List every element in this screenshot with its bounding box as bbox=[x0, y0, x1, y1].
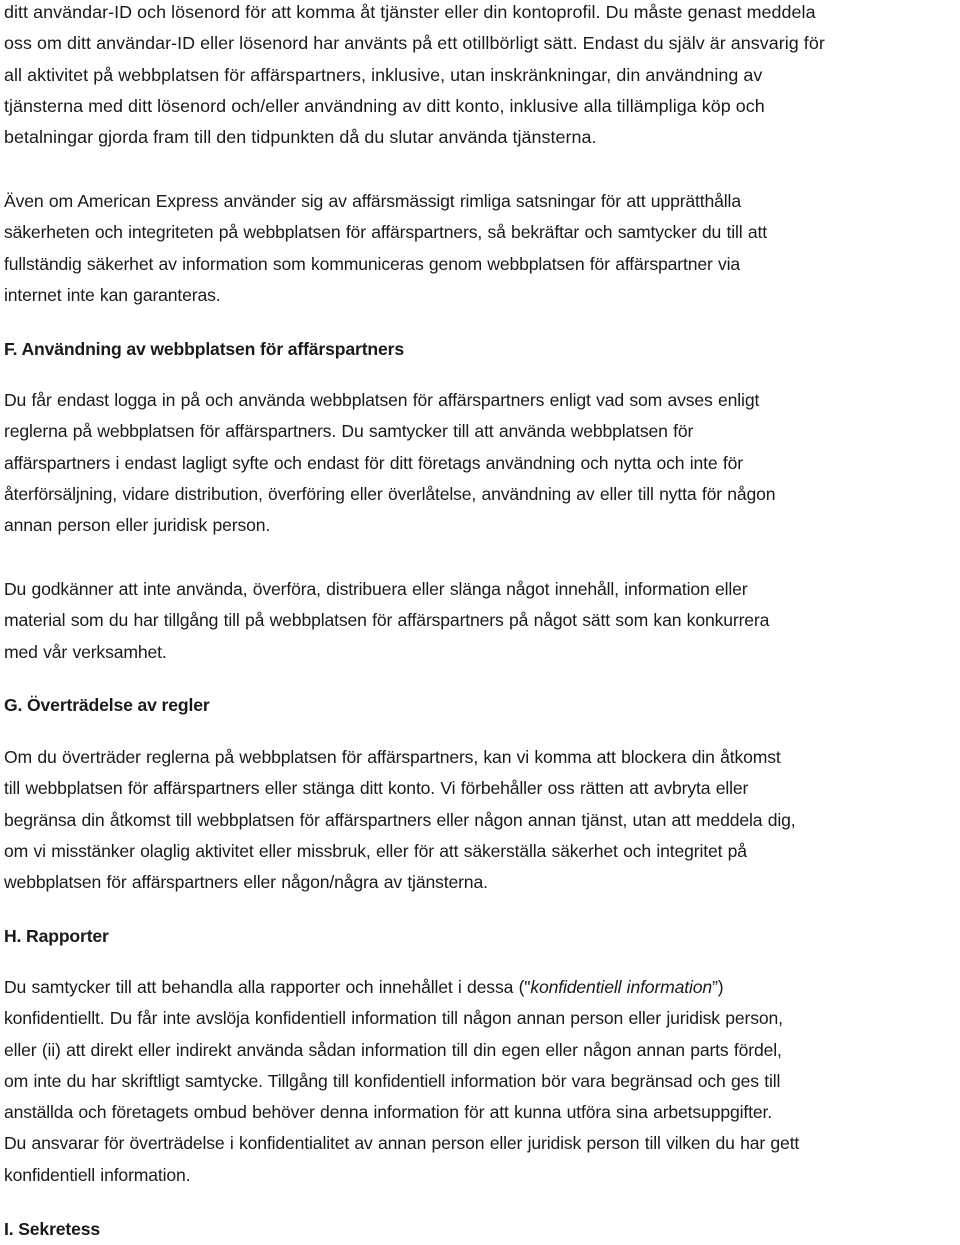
text-line: säkerheten och integriteten på webbplatsen för affärspartners, så bekräftar och samtycker du till att bbox=[4, 222, 767, 243]
text-line: annan person eller juridisk person. bbox=[4, 515, 271, 536]
text-line: begränsa din åtkomst till webbplatsen för affärspartners eller någon annan tjänst, utan att meddela dig, bbox=[4, 809, 796, 830]
text-line: Du ansvarar för överträdelse i konfidentialitet av annan person eller juridisk person till vilken du har gett bbox=[4, 1133, 800, 1154]
text-segment: ”) bbox=[712, 977, 724, 997]
text-line: betalningar gjorda fram till den tidpunkten då du slutar använda tjänsterna. bbox=[4, 127, 597, 148]
paragraph-content-usage bbox=[4, 574, 769, 668]
text-line: internet inte kan garanteras. bbox=[4, 284, 221, 305]
text-line: återförsäljning, vidare distribution, överföring eller överlåtelse, användning av eller till nytta för någon bbox=[4, 483, 776, 504]
text-line: Även om American Express använder sig av affärsmässigt rimliga satsningar för att upprätthålla bbox=[4, 191, 741, 211]
paragraph-rule-violation bbox=[4, 742, 796, 898]
text-line: till webbplatsen för affärspartners eller stänga ditt konto. Vi förbehåller oss rätten att avbryta eller bbox=[4, 778, 749, 799]
defined-term: konfidentiell information bbox=[530, 977, 713, 997]
text-line: Du godkänner att inte använda, överföra, distribuera eller slänga något innehåll, information eller bbox=[4, 579, 748, 599]
section-heading-h: H. Rapporter bbox=[4, 926, 109, 946]
paragraph-account-responsibility bbox=[4, 0, 825, 153]
text-line: ditt användar-ID och lösenord för att komma åt tjänster eller din kontoprofil. Du måste genast meddela bbox=[4, 2, 816, 22]
text-line: Du får endast logga in på och använda webbplatsen för affärspartners enligt vad som avses enligt bbox=[4, 390, 760, 410]
section-heading-i: I. Sekretess bbox=[4, 1219, 101, 1239]
text-line: tjänsterna med ditt lösenord och/eller användning av ditt konto, inklusive alla tillämpliga köp och bbox=[4, 95, 765, 116]
text-line: material som du har tillgång till på webbplatsen för affärspartners på något sätt som kan konkurrera bbox=[4, 610, 770, 631]
text-line: om inte du har skriftligt samtycke. Tillgång till konfidentiell information bör vara begränsad och ges till bbox=[4, 1070, 781, 1091]
text-line: Om du överträder reglerna på webbplatsen för affärspartners, kan vi komma att blockera din åtkomst bbox=[4, 747, 781, 767]
text-line: om vi misstänker olaglig aktivitet eller missbruk, eller för att säkerställa säkerhet och integritet på bbox=[4, 840, 747, 861]
text-line: all aktivitet på webbplatsen för affärspartners, inklusive, utan inskränkningar, din användning av bbox=[4, 64, 763, 85]
text-line: med vår verksamhet. bbox=[4, 641, 167, 662]
text-line bbox=[4, 972, 799, 1003]
text-line: konfidentiellt. Du får inte avslöja konfidentiell information till någon annan person eller juridisk person, bbox=[4, 1008, 783, 1029]
section-heading-g: G. Överträdelse av regler bbox=[4, 695, 210, 715]
text-line: reglerna på webbplatsen för affärspartners. Du samtycker till att använda webbplatsen för bbox=[4, 421, 694, 442]
section-heading-f: F. Användning av webbplatsen för affärspartners bbox=[4, 339, 404, 359]
paragraph-security-disclaimer bbox=[4, 186, 767, 311]
text-segment: Du samtycker till att behandla alla rapporter och innehållet i dessa (" bbox=[4, 977, 531, 997]
text-line: eller (ii) att direkt eller indirekt använda sådan information till din egen eller någon annan parts fördel, bbox=[4, 1039, 782, 1060]
text-line: affärspartners i endast lagligt syfte och endast för ditt företags användning och nytta och inte för bbox=[4, 452, 743, 473]
paragraph-usage-rules bbox=[4, 385, 775, 541]
paragraph-reports-confidentiality bbox=[4, 972, 799, 1191]
text-line: konfidentiell information. bbox=[4, 1164, 191, 1185]
text-line: oss om ditt användar-ID eller lösenord har använts på ett otillbörligt sätt. Endast du själv är ansvarig för bbox=[4, 33, 825, 54]
text-line: webbplatsen för affärspartners eller någon/några av tjänsterna. bbox=[4, 872, 488, 893]
text-line: anställda och företagets ombud behöver denna information för att kunna utföra sina arbetsuppgifter. bbox=[4, 1102, 772, 1123]
text-line: fullständig säkerhet av information som kommuniceras genom webbplatsen för affärspartner via bbox=[4, 253, 741, 274]
